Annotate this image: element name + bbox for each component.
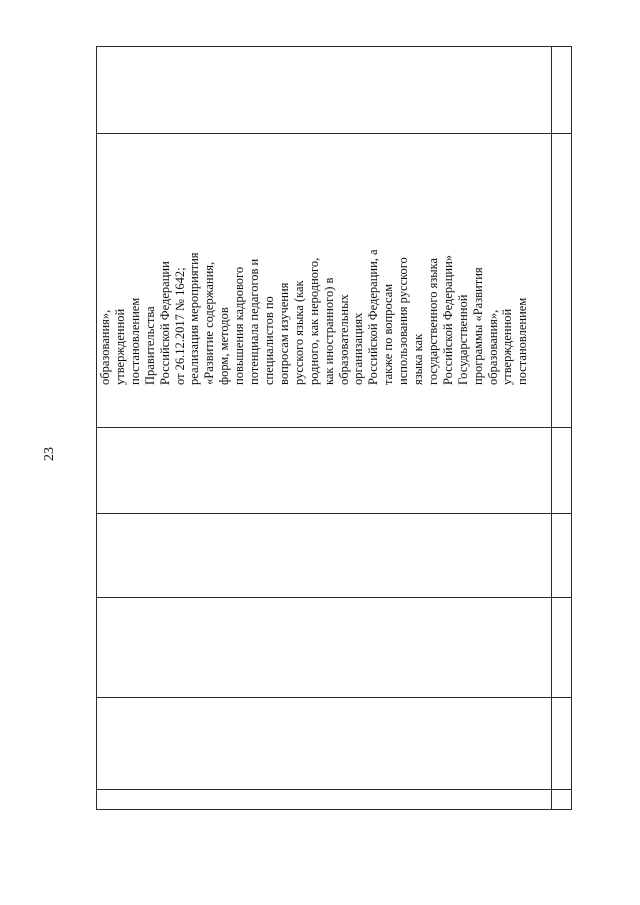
cell-text-line: образования», (485, 309, 500, 385)
cell-text-line: специалистов по (261, 296, 276, 385)
cell-text-line: программы «Развития (470, 267, 485, 385)
cell-text-line: языка как (411, 333, 426, 385)
cell-text-line: потенциала педагогов и (247, 258, 262, 385)
column-divider (97, 697, 571, 698)
cell-text-line: постановлением (515, 297, 530, 385)
cell-text-line: русского языка (как (291, 280, 306, 385)
description-text (98, 133, 570, 387)
cell-text-line: утвержденной (112, 308, 127, 385)
cell-text-line: как иностранного) в (321, 277, 336, 385)
cell-text-line: постановлением (127, 297, 142, 385)
cell-text-line: Российской Федерации» (440, 254, 455, 385)
cell-text-line: Правительства (142, 306, 157, 385)
column-divider (97, 513, 571, 514)
cell-text-line: форм, методов (217, 307, 232, 385)
cell-text-line: также по вопросам (381, 283, 396, 385)
description-cell (98, 133, 570, 387)
cell-text-line: вопросам изучения (276, 282, 291, 385)
cell-text-line: Российской Федерации (157, 261, 172, 385)
cell-text-line: повышения кадрового (232, 266, 247, 385)
cell-text-line: Государственной (455, 294, 470, 385)
cell-text-line: от 26.12.2017 № 1642; (172, 267, 187, 385)
cell-text-line: Российской Федерации, а (366, 249, 381, 385)
cell-text-line: «Развитие содержания, (202, 261, 217, 385)
cell-text-line: родного, как неродного, (306, 257, 321, 385)
cell-text-line: реализация мероприятия (187, 252, 202, 385)
page-number: 23 (42, 447, 57, 461)
cell-text-line: организациях (351, 312, 366, 385)
column-divider (97, 427, 571, 428)
cell-text-line: государственного языка (425, 257, 440, 385)
document-table (96, 46, 572, 810)
cell-text-line: использования русского (396, 257, 411, 385)
column-divider (97, 789, 571, 790)
cell-text-line: образовательных (336, 294, 351, 385)
column-divider (97, 597, 571, 598)
cell-text-line: утвержденной (500, 308, 515, 385)
cell-text-line: образования», (98, 309, 112, 385)
